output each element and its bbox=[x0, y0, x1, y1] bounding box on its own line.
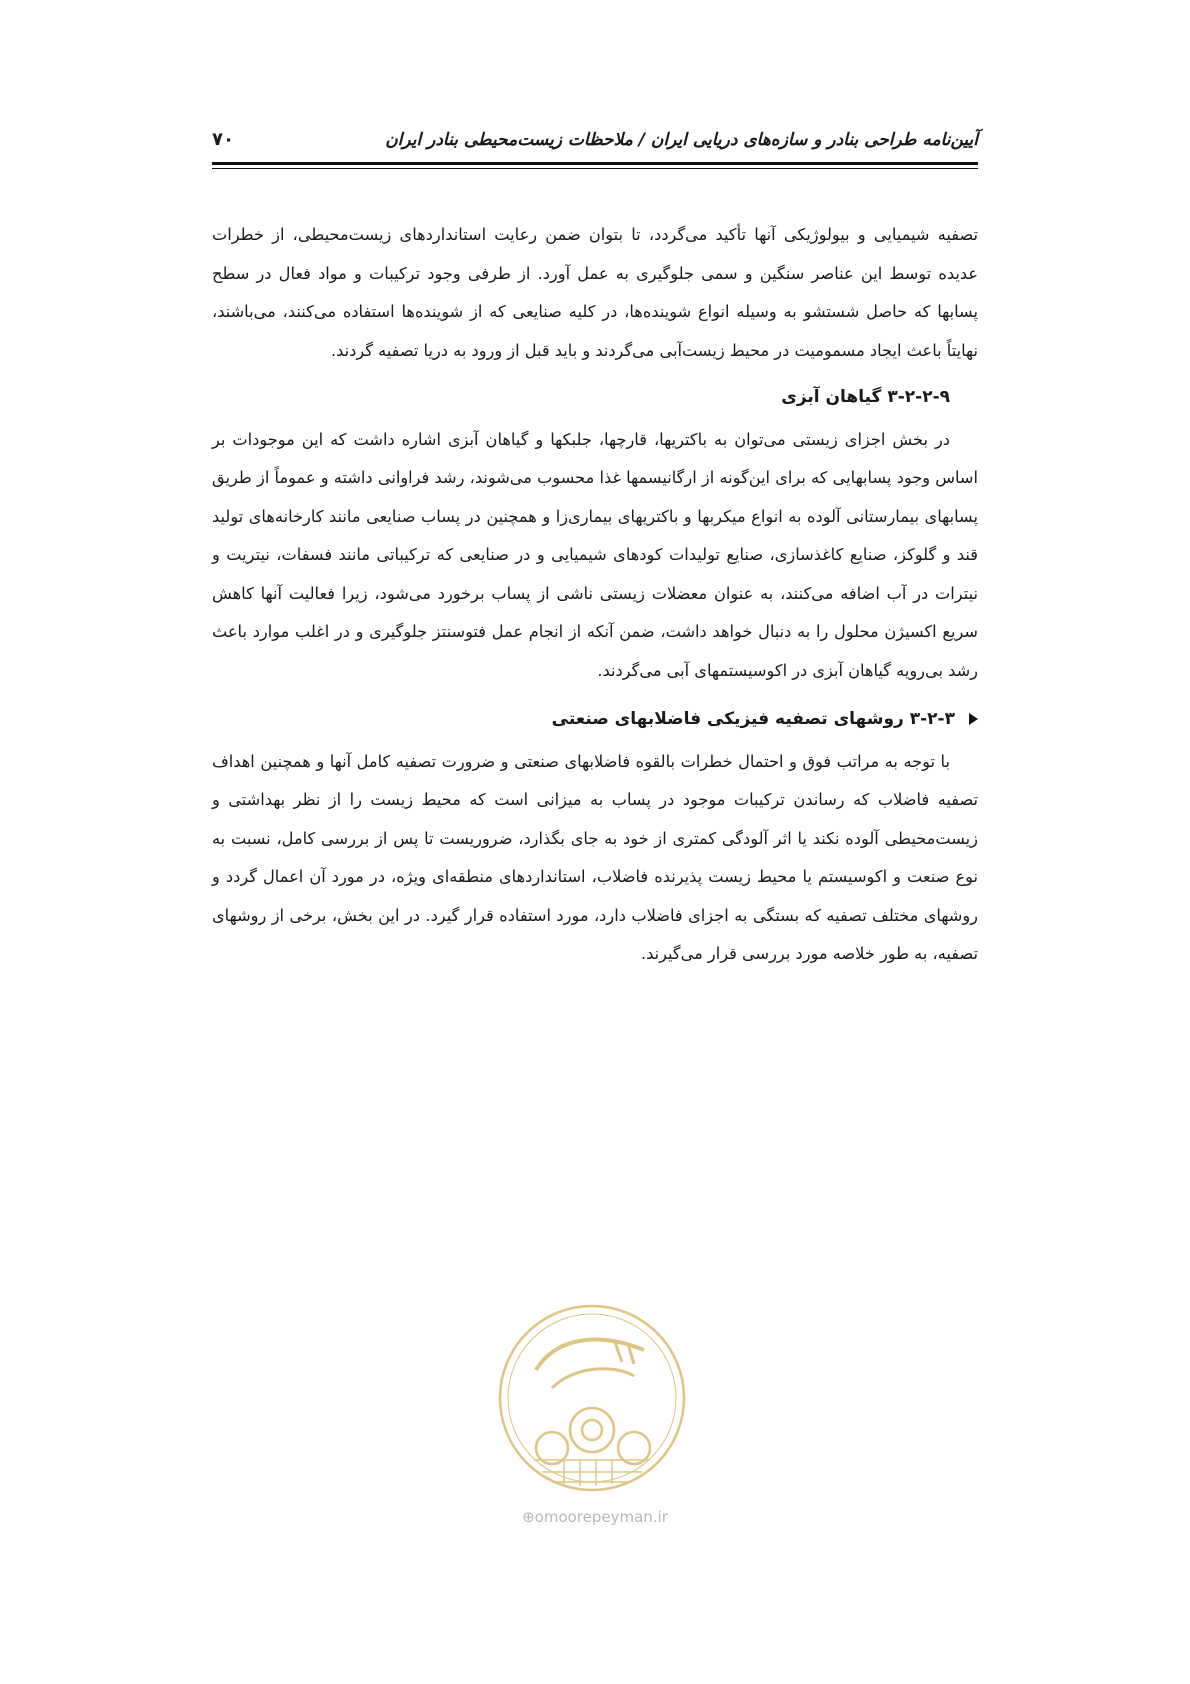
paragraph: تصفیه شیمیایی و بیولوژیکی آنها تأکید می‌گردد، تا بتوان ضمن رعایت استانداردهای زیست‌محیطی، از خطرات عدیده توسط این عناصر سنگین و سمی جلوگیری به عمل آورد. از طرفی وجود ترکیبات و مواد فعال در سطح پسابها که حاصل شستشو به وسیله انواع شوینده‌ها، در کلیه صنایعی که از شوینده‌ها استفاده می‌کنند، می‌باشند، نهایتاً باعث ایجاد مسمومیت در محیط زیست‌آبی می‌گردند و باید قبل از ورود به دریا تصفیه گردند. bbox=[212, 225, 978, 360]
section-heading-label: ۳-۲-۳ روشهای تصفیه فیزیکی فاضلابهای صنعتی bbox=[551, 709, 955, 729]
header-rule-thin bbox=[212, 168, 978, 169]
running-title: آیین‌نامه طراحی بنادر و سازه‌های دریایی ایران / ملاحظات زیست‌محیطی بنادر ایران bbox=[385, 130, 978, 150]
globe-icon: ⊕ bbox=[522, 1508, 535, 1526]
page-number: ۷۰ bbox=[212, 129, 234, 150]
body-text bbox=[212, 216, 978, 974]
subsection-heading: ۳-۲-۲-۹ گیاهان آبزی bbox=[781, 387, 950, 407]
paragraph: با توجه به مراتب فوق و احتمال خطرات بالقوه فاضلابهای صنعتی و ضرورت تصفیه کامل آنها و همچنین اهداف تصفیه فاضلاب که رساندن ترکیبات موجود در پساب به میزانی است که محیط زیست را از نظر بهداشتی و زیست‌محیطی آلوده نکند یا اثر آلودگی کمتری از خود به جای بگذارد، ضروریست تا پس از بررسی کامل، نسبت به نوع صنعت و اکوسیستم یا محیط زیست پذیرنده فاضلاب، استانداردهای منطقه‌ای ویژه، در مورد آن اعمال گردد و روشهای مختلف تصفیه که بستگی به اجزای فاضلاب دارد، مورد استفاده قرار گیرد. در این بخش، برخی از روشهای تصفیه، به طور خلاصه مورد بررسی قرار می‌گیرند. bbox=[212, 751, 978, 963]
header-rule-thick bbox=[212, 162, 978, 165]
section-heading bbox=[212, 700, 978, 739]
publisher-logo-icon bbox=[494, 1300, 690, 1496]
triangle-bullet-icon bbox=[969, 713, 978, 725]
paragraph: در بخش اجزای زیستی می‌توان به باکتریها، قارچها، جلبکها و گیاهان آبزی اشاره داشت که این موجودات بر اساس وجود پسابهایی که برای این‌گونه از ارگانیسمها غذا محسوب می‌شوند، رشد فراوانی داشته و عموماً از طریق پسابهای بیمارستانی آلوده به انواع میکربها و باکتریهای بیماری‌زا و همچنین در پساب صنایعی مانند کارخانه‌های تولید قند و گلوکز، صنایع کاغذسازی، صنایع تولیدات کودهای شیمیایی و در صنایعی که ترکیباتی مانند فسفات، نیتریت و نیترات در آب اضافه می‌کنند، به عنوان معضلات زیستی ناشی از پساب برخورد می‌شود، زیرا فعالیت آنها کاهش سریع اکسیژن محلول را به دنبال خواهد داشت، ضمن آنکه از انجام عمل فتوسنتز جلوگیری و در اغلب موارد باعث رشد بی‌رویه گیاهان آبزی در اکوسیستمهای آبی می‌گردند. bbox=[212, 429, 978, 680]
page-header bbox=[212, 126, 978, 154]
watermark-site: ⊕omoorepeyman.ir bbox=[522, 1508, 668, 1526]
